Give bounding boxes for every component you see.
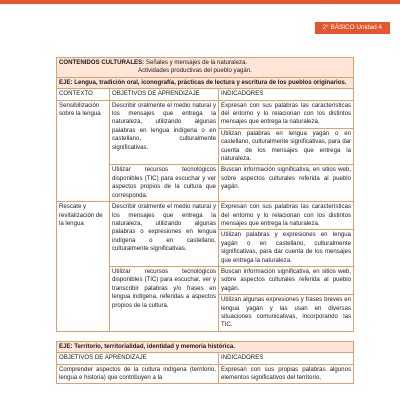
eje-2-header-row: [57, 353, 354, 364]
indicador-cell: Expresan con sus propias palabras algunos elementos significativos del territorio,: [219, 364, 354, 384]
indicador-cell: Utilizan palabras y expresiones en lengua yagán o en castellano, culturalmente significativas, para dar cuenta de los mensajes que entrega la naturaleza.: [219, 230, 354, 267]
contenidos-line-1: Señales y mensajes de la naturaleza.: [144, 59, 248, 66]
indicador-cell: Utilizan algunas expresiones y frases breves en lengua yagán y las usan en diversas situaciones comunicativas, incorporando las TIC.: [219, 295, 354, 332]
eje-2-title: EJE: Territorio, territorialidad, identidad y memoria histórica.: [57, 341, 354, 352]
table-row: [57, 202, 354, 230]
page-header: [0, 0, 400, 36]
top-accent-band: [0, 0, 400, 4]
objetivo-cell: Utilizar recursos tecnológicos disponibles (TIC) para escuchar y ver aspectos propios de la cultura que corresponda.: [110, 165, 219, 202]
table-row: [57, 364, 354, 384]
objetivo-cell: Describir oralmente el medio natural y los mensajes que entrega la naturaleza, utilizando algunas palabras en lengua indígena o en castellano, culturalmente significativas.: [110, 100, 219, 165]
indicador-cell: Utilizan palabras en lengua yagán o en castellano, culturalmente significativas, para dar cuenta de los mensajes que entrega la naturaleza.: [219, 128, 354, 165]
col-contexto: CONTEXTO: [57, 89, 110, 100]
contenidos-cell: [57, 58, 354, 78]
eje-1-title: EJE: Lengua, tradición oral, iconografía, prácticas de lectura y escritura de los pueblos originarios.: [57, 77, 354, 88]
eje-2-col-indicadores: INDICADORES: [219, 353, 354, 364]
col-objetivos: OBJETIVOS DE APRENDIZAJE: [110, 89, 219, 100]
contexto-cell: Rescate y revitalización de la lengua: [57, 202, 110, 332]
contenidos-row: [57, 58, 354, 78]
spacer-row: [57, 331, 354, 341]
curriculum-document: [56, 57, 353, 384]
eje-2-row: [57, 341, 354, 352]
indicador-cell: Buscan información significativa, en sitios web, sobre aspectos culturales referida al pueblo yagán.: [219, 165, 354, 202]
contenidos-line-2: Actividades productivas del pueblo yagán.: [138, 67, 252, 75]
col-indicadores: INDICADORES: [219, 89, 354, 100]
objetivo-cell: Describir oralmente el medio natural y los mensajes que entrega la naturaleza, utilizando algunas palabras o expresiones en lengua indígena o en castellano, culturalmente significativas.: [110, 202, 219, 267]
contenidos-label: CONTENIDOS CULTURALES:: [59, 59, 145, 66]
indicador-cell: Buscan información significativa, en sitios web, sobre aspectos culturales referida al pueblo yagán.: [219, 266, 354, 294]
unit-badge: 2° BÁSICO Unidad 4: [315, 22, 390, 34]
indicador-cell: Expresan con sus palabras las características del entorno y lo relacionan con los distintos mensajes que entrega la naturaleza.: [219, 100, 354, 128]
indicador-cell: Expresan con sus palabras las características del entorno y lo relacionan con los distintos mensajes que entrega la naturaleza.: [219, 202, 354, 230]
objetivo-cell: Comprender aspectos de la cultura indígena (territorio, lengua e historia) que contribuyen a la: [57, 364, 219, 384]
eje-1-row: [57, 77, 354, 88]
table-row: [57, 100, 354, 128]
objetivo-cell: Utilizar recursos tecnológicos disponibles (TIC) para escuchar, ver y transcribir palabras y/o frases en lengua indígena, referidas a aspectos propios de la cultura.: [110, 266, 219, 331]
column-header-row: [57, 89, 354, 100]
contexto-cell: Sensibilización sobre la lengua: [57, 100, 110, 201]
eje-2-col-objetivos: OBJETIVOS DE APRENDIZAJE: [57, 353, 219, 364]
curriculum-table: [56, 57, 354, 384]
